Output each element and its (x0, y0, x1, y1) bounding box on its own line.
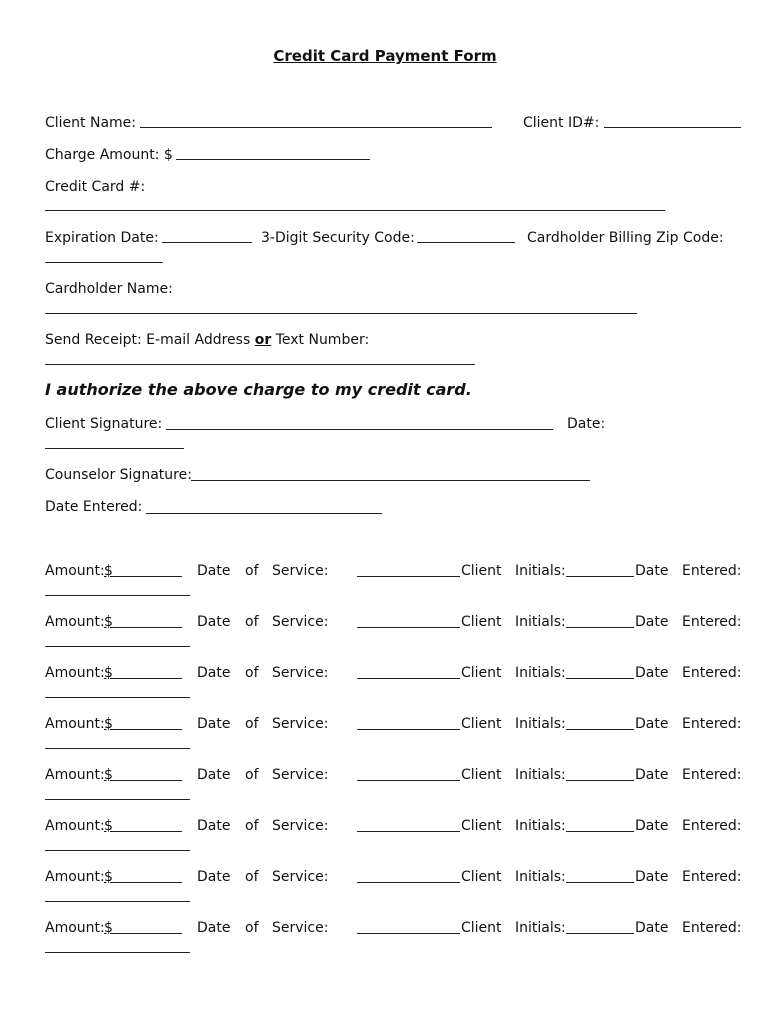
amount-field[interactable] (112, 831, 182, 832)
date-entered-date-word: Date (635, 716, 669, 732)
date-entered-field[interactable] (45, 952, 190, 953)
amount-label: Amount: (45, 869, 105, 885)
date-of-service-field[interactable] (357, 729, 460, 730)
date-of-service-field[interactable] (357, 576, 460, 577)
initials-word: Initials: (515, 818, 566, 834)
initials-word: Initials: (515, 869, 566, 885)
service-word: Service: (272, 665, 329, 681)
date-entered-field[interactable] (45, 901, 190, 902)
billing-zip-label: Cardholder Billing Zip Code: (527, 230, 724, 246)
date-word: Date (197, 716, 231, 732)
client-word: Client (461, 767, 502, 783)
amount-field[interactable] (112, 627, 182, 628)
of-word: of (245, 920, 259, 936)
cardholder-name-field[interactable] (45, 313, 637, 314)
client-id-label: Client ID#: (523, 115, 600, 131)
initials-word: Initials: (515, 614, 566, 630)
amount-field[interactable] (112, 678, 182, 679)
date-entered-field[interactable] (45, 799, 190, 800)
amount-label: Amount: (45, 920, 105, 936)
date-entered-date-word: Date (635, 767, 669, 783)
date-of-service-field[interactable] (357, 933, 460, 934)
client-signature-field[interactable] (166, 429, 553, 430)
date-entered-entered-word: Entered: (682, 665, 742, 681)
client-name-label: Client Name: (45, 115, 136, 131)
amount-field[interactable] (112, 882, 182, 883)
form-title: Credit Card Payment Form (273, 47, 497, 65)
initials-word: Initials: (515, 563, 566, 579)
date-entered-date-word: Date (635, 920, 669, 936)
billing-zip-field[interactable] (45, 262, 163, 263)
security-code-label: 3-Digit Security Code: (261, 230, 415, 246)
date-entered-entered-word: Entered: (682, 563, 742, 579)
security-code-field[interactable] (417, 242, 515, 243)
date-word: Date (197, 869, 231, 885)
service-word: Service: (272, 767, 329, 783)
client-word: Client (461, 665, 502, 681)
client-signature-label: Client Signature: (45, 416, 163, 432)
date-entered-field[interactable] (45, 595, 190, 596)
amount-label: Amount: (45, 767, 105, 783)
date-entered-date-word: Date (635, 563, 669, 579)
of-word: of (245, 767, 259, 783)
counselor-signature-label: Counselor Signature: (45, 467, 192, 483)
date-entered-field[interactable] (45, 748, 190, 749)
initials-word: Initials: (515, 767, 566, 783)
date-entered-entered-word: Entered: (682, 614, 742, 630)
dollar-sign: $ (104, 818, 113, 834)
amount-label: Amount: (45, 818, 105, 834)
send-receipt-suffix: Text Number: (271, 332, 370, 348)
client-id-field[interactable] (604, 127, 741, 128)
date-entered-field[interactable] (45, 646, 190, 647)
amount-field[interactable] (112, 576, 182, 577)
date-entered-entered-word: Entered: (682, 818, 742, 834)
service-word: Service: (272, 563, 329, 579)
client-word: Client (461, 716, 502, 732)
date-of-service-field[interactable] (357, 678, 460, 679)
date-entered-entered-word: Entered: (682, 767, 742, 783)
client-initials-field[interactable] (566, 831, 634, 832)
client-initials-field[interactable] (566, 729, 634, 730)
date-of-service-field[interactable] (357, 831, 460, 832)
date-entered-date-word: Date (635, 869, 669, 885)
service-word: Service: (272, 869, 329, 885)
signature-date-field[interactable] (45, 448, 184, 449)
of-word: of (245, 665, 259, 681)
charge-amount-label: Charge Amount: $ (45, 147, 173, 163)
counselor-signature-field[interactable] (191, 480, 590, 481)
dollar-sign: $ (104, 614, 113, 630)
credit-card-field[interactable] (45, 210, 665, 211)
send-receipt-or: or (254, 332, 272, 348)
dollar-sign: $ (104, 716, 113, 732)
of-word: of (245, 716, 259, 732)
client-initials-field[interactable] (566, 780, 634, 781)
client-initials-field[interactable] (566, 627, 634, 628)
date-word: Date (197, 614, 231, 630)
service-word: Service: (272, 818, 329, 834)
dollar-sign: $ (104, 767, 113, 783)
service-word: Service: (272, 920, 329, 936)
date-word: Date (197, 665, 231, 681)
signature-date-label: Date: (567, 416, 606, 432)
amount-field[interactable] (112, 780, 182, 781)
client-initials-field[interactable] (566, 678, 634, 679)
of-word: of (245, 818, 259, 834)
date-of-service-field[interactable] (357, 780, 460, 781)
dollar-sign: $ (104, 665, 113, 681)
date-word: Date (197, 767, 231, 783)
date-entered-field[interactable] (45, 697, 190, 698)
date-entered-field[interactable] (45, 850, 190, 851)
date-word: Date (197, 563, 231, 579)
client-word: Client (461, 563, 502, 579)
service-word: Service: (272, 614, 329, 630)
authorization-statement: I authorize the above charge to my credit card. (45, 380, 472, 399)
client-name-field[interactable] (140, 127, 492, 128)
initials-word: Initials: (515, 716, 566, 732)
date-entered-field[interactable] (146, 513, 382, 514)
amount-label: Amount: (45, 563, 105, 579)
of-word: of (245, 563, 259, 579)
send-receipt-label (45, 331, 369, 349)
dollar-sign: $ (104, 869, 113, 885)
date-entered-date-word: Date (635, 614, 669, 630)
amount-field[interactable] (112, 933, 182, 934)
date-entered-entered-word: Entered: (682, 920, 742, 936)
expiration-date-field[interactable] (162, 242, 252, 243)
amount-field[interactable] (112, 729, 182, 730)
client-word: Client (461, 614, 502, 630)
date-of-service-field[interactable] (357, 627, 460, 628)
client-word: Client (461, 869, 502, 885)
client-initials-field[interactable] (566, 576, 634, 577)
send-receipt-field[interactable] (45, 364, 475, 365)
expiration-date-label: Expiration Date: (45, 230, 159, 246)
of-word: of (245, 869, 259, 885)
initials-word: Initials: (515, 665, 566, 681)
amount-label: Amount: (45, 716, 105, 732)
send-receipt-prefix: Send Receipt: E-mail Address (45, 332, 255, 348)
client-word: Client (461, 818, 502, 834)
client-word: Client (461, 920, 502, 936)
date-entered-date-word: Date (635, 665, 669, 681)
date-entered-label: Date Entered: (45, 499, 143, 515)
amount-label: Amount: (45, 614, 105, 630)
dollar-sign: $ (104, 920, 113, 936)
date-of-service-field[interactable] (357, 882, 460, 883)
date-entered-entered-word: Entered: (682, 869, 742, 885)
initials-word: Initials: (515, 920, 566, 936)
client-initials-field[interactable] (566, 882, 634, 883)
of-word: of (245, 614, 259, 630)
date-entered-date-word: Date (635, 818, 669, 834)
client-initials-field[interactable] (566, 933, 634, 934)
dollar-sign: $ (104, 563, 113, 579)
date-entered-entered-word: Entered: (682, 716, 742, 732)
credit-card-label: Credit Card #: (45, 179, 146, 195)
service-word: Service: (272, 716, 329, 732)
amount-label: Amount: (45, 665, 105, 681)
charge-amount-field[interactable] (176, 159, 370, 160)
date-word: Date (197, 818, 231, 834)
date-word: Date (197, 920, 231, 936)
cardholder-name-label: Cardholder Name: (45, 281, 173, 297)
